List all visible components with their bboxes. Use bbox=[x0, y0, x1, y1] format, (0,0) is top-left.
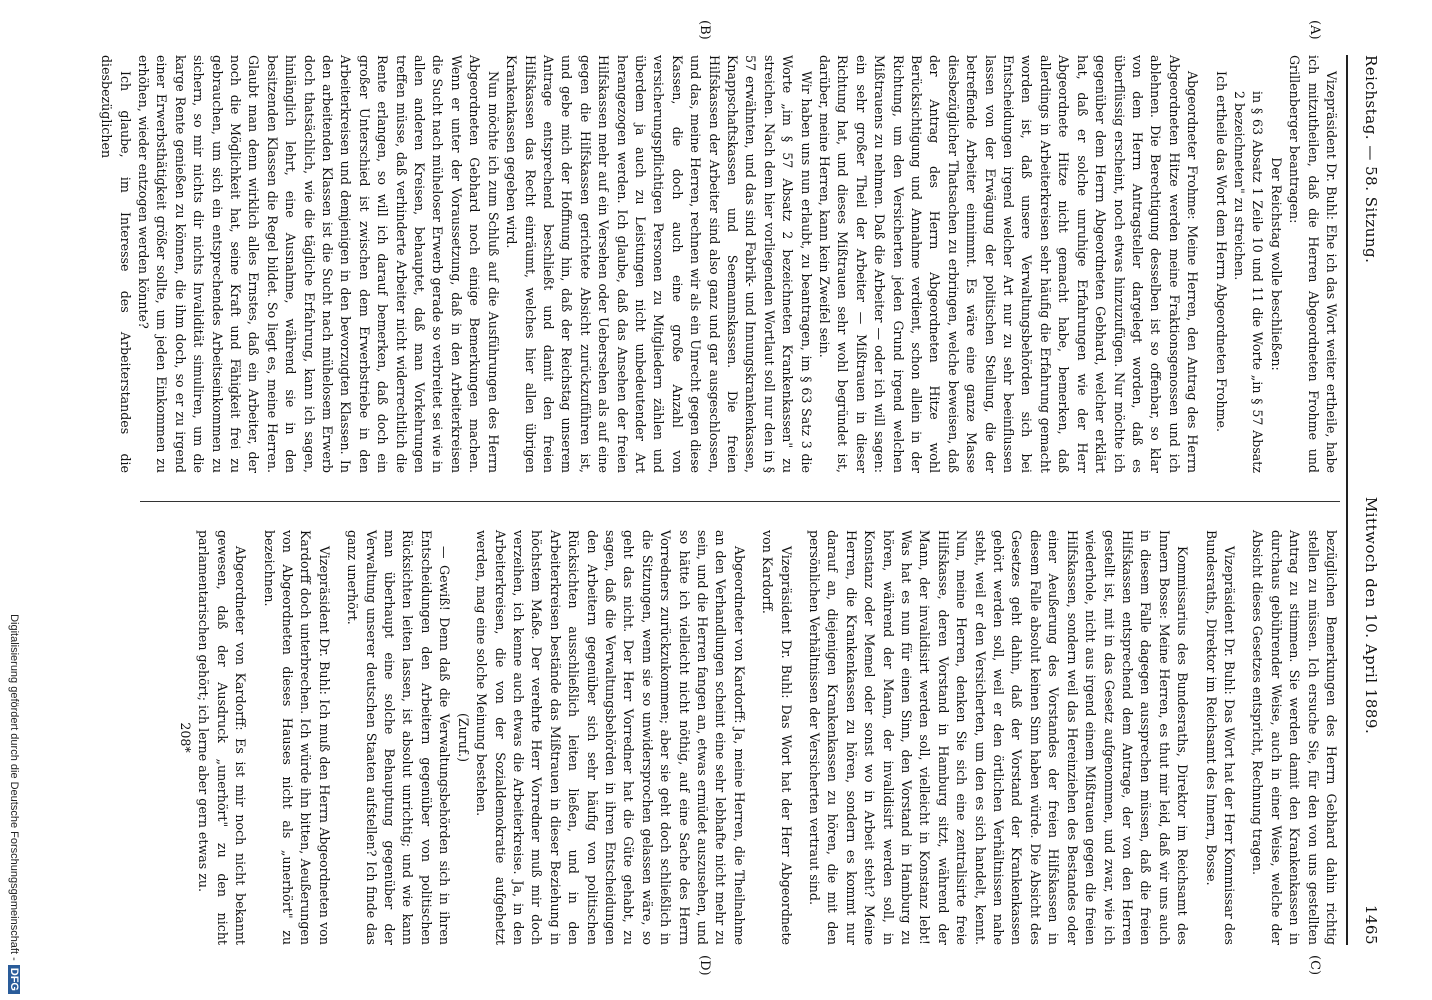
page-number: 1465 bbox=[1362, 904, 1380, 945]
margin-marker-b: (B) bbox=[697, 20, 712, 40]
header-left: Reichstag. — 58. Sitzung. bbox=[1362, 55, 1380, 264]
margin-marker-c: (C) bbox=[1307, 955, 1322, 976]
credit-text: Digitalisierung gefördert durch die Deutsche Forschungsgemeinschaft - bbox=[8, 614, 20, 961]
paragraph: Ich glaube, im Interesse des Arbeiterstandes die diesbezüglichen bbox=[99, 55, 133, 473]
speech-kardorff-2: Abgeordneter von Kardorff: Es ist mir noch nicht bekannt gewesen, daß der Ausdruck „unerhört" zu den nicht parlamentarischen gehört; ich lerne aber gern etwas zu. bbox=[196, 530, 249, 945]
running-header bbox=[1350, 55, 1380, 945]
paragraph: Wir haben uns nun erlaubt, zu beantragen, im § 63 Satz 3 die Worte „im § 57 Absatz 2 bezeichneten Krankenkassen" zu streichen. Nach dem hier vorliegenden Wortlaut soll nur den in § 57 erwähnten, und das sind Fabrik- und Innungskrankenkassen, Knappschaftskassen und Seemannskassen. Die freien Hilfskassen der Arbeiter sind also ganz und gar ausgeschlossen, und das, meine Herren, rechnen wir als ein Unrecht gegen diese Kassen, die doch auch eine große Anzahl von versicherungspflichtigen Personen zu Mitgliedern zählen und überdem ja auch zu Leistungen nicht unbedeutender Art herangezogen werden. Ich glaube, daß das Ansehen der freien Hilfskassen mehr auf ein Versehen oder Uebersehen als auf eine gegen die Hilfskassen gerichtete Absicht zurückzuführen ist, und gebe mich der Hoffnung hin, daß der Reichstag unserem Antrage entsprechend beschließt und damit den freien Hilfskassen das Recht einräumt, welches hier allen übrigen Krankenkassen gegeben wird. bbox=[504, 55, 814, 473]
interjection: (Zuruf.) bbox=[455, 712, 471, 763]
motion-intro: Der Reichstag wolle beschließen: bbox=[1268, 157, 1284, 371]
right-column bbox=[176, 530, 1340, 945]
speech-kardorff: Abgeordneter von Kardorff: Ja, meine Herren, die Theilnahme an den Verhandlungen scheint eine sehr lebhafte nicht mehr zu sein, und die Herren fangen an, etwas ermüdet auszusehen, und so hätte ich vielleicht nicht nöthig, auf eine Sache des Herrn Vorredners zurückzukommen; aber sie geht doch schließlich in die Sitzungen, wenn sie so unwidersprochen gelassen wäre, so geht das nicht. Der Herr Vorredner hat die Güte gehabt, zu sagen, daß die Verwaltungsbehörden in ihren Entscheidungen den Arbeitern gegenüber sich sehr häufig von politischen Rücksichten ausschließlich leiten ließen, und in den Arbeiterkreisen bestände das Mißtrauen in dieser Beziehung in höchstem Maße. Der verehrte Herr Vorredner muß mir doch verzeihen, ich kenne auch etwas die Arbeiterkreise. Ja, in den Arbeiterkreisen, die von der Sozialdemokratie aufgehetzt werden, mag eine solche Meinung bestehen. bbox=[474, 530, 747, 945]
signature-mark: 208* bbox=[178, 722, 194, 753]
paragraph: — Gewiß! Denn daß die Verwaltungsbehörden sich in ihren Entscheidungen den Arbeitern gegenüber von politischen Rücksichten leiten lassen, ist absolut unrichtig; und wie kann man überhaupt eine solche Behauptung gegenüber der Verwaltung unserer deutschen Staaten aufstellen? Ich finde das ganz unerhört. bbox=[345, 530, 453, 945]
column-divider bbox=[140, 501, 1340, 502]
speaker-note: Vizepräsident Dr. Buhl: Das Wort hat der Herr Kommissar des Bundesraths, Direktor im Reichsamt des Innern, Bosse. bbox=[1203, 530, 1237, 945]
header-rule bbox=[1346, 55, 1348, 945]
margin-marker-d: (D) bbox=[697, 955, 712, 976]
speaker-note: Vizepräsident Dr. Buhl: Das Wort hat der Herr Abgeordnete von Kardorff. bbox=[760, 530, 794, 945]
motion-text: in § 63 Absatz 1 Zeile 10 und 11 die Worte „in § 57 Absatz 2 bezeichneten" zu streichen. bbox=[1231, 91, 1266, 473]
paragraph: bezüglichen Bemerkungen des Herrn Gebhard dahin richtig stellen zu müssen. Ich ersuche Sie, für den von uns gestellten Antrag zu stimmen. Sie werden damit den Krankenkassen in durchaus gebührender Weise, auch in einer Weise, welche der Absicht dieses Gesetzes entspricht, Rechnung tragen. bbox=[1250, 530, 1339, 945]
speech-frohme: Abgeordneter Frohme: Meine Herren, den Antrag des Herrn Abgeordneten Hitze werden meine Fraktionsgenossen und ich ablehnen. Die Berechtigung desselben ist so offenbar, so klar von dem Herrn Antragsteller dargelegt worden, daß es überflüssig erscheint, noch etwas hinzuzufügen. Nur möchte ich gegenüber dem Herrn Abgeordneten Gebhard, welcher erklärt hat, daß er solche unruhige Erfahrungen wie der Herr Abgeordnete Hitze nicht gemacht habe, bemerken, daß allerdings in Arbeiterkreisen sehr häufig die Erfahrung gemacht worden ist, daß unsere Verwaltungsbehörden sich bei Entscheidungen irgend welcher Art nur zu sehr beeinflussen lassen von der Erwägung der politischen Stellung, die der betreffende Arbeiter einnimmt. Es wäre eine ganze Masse diesbezüglicher Thatsachen zu erbringen, welche beweisen, daß der Antrag des Herrn Abgeordneten Hitze wohl Berücksichtigung und Annahme verdient, schon allein in der Richtung, um den Versicherten jeden Grund irgend welchen Mißtrauens zu nehmen. Daß die Arbeiter — oder ich will sagen: ein sehr großer Theil der Arbeiter — Mißtrauen in dieser Richtung hat, und dieses Mißtrauen sehr wohl begründet ist, darüber, meine Herren, kann kein Zweifel sein. bbox=[817, 55, 1201, 473]
margin-marker-a: (A) bbox=[1307, 20, 1322, 40]
speech-bosse: Kommissarius des Bundesraths, Direktor im Reichsamt des Innern Bosse: Meine Herren, es thut mir leid, daß wir uns auch in diesem Falle dagegen aussprechen müssen, daß die freien Hilfskassen entsprechend dem Antrage, der von den Herren gestellt ist, mit in das Gesetz aufgenommen, und zwar, wie ich wiederhole, nicht aus irgend einem Mißtrauen gegen die freien Hilfskassen, sondern weil das Hereinziehen des Bestandes oder einer Aeußerung des Vorstandes der freien Hilfskassen in diesem Falle absolut keinen Sinn haben würde. Die Absicht des Gesetzes geht dahin, daß der Vorstand der Krankenkassen gehört werden soll, weil er den örtlichen Verhältnissen nahe steht, weil er den Versicherten, um den es sich handelt, kennt. Nun, meine Herren, denken Sie sich eine zentralisirte freie Hilfskasse, deren Vorstand in Hamburg sitzt, während der Mann, der invalidisirt werden soll, vielleicht in Konstanz lebt! Was hat es nun für einen Sinn, den Vorstand in Hamburg zu hören, während der Mann, der invalidisirt werden soll, in Konstanz oder Memel oder sonst wo in Arbeit steht? Meine Herren, die Krankenkassen zu hören, sondern es kommt nur darauf an, diejenigen Krankenkassen zu hören, die mit den persönlichen Verhältnissen der Versicherten vertraut sind. bbox=[807, 530, 1191, 945]
header-date: Mittwoch den 10. April 1889. bbox=[1362, 496, 1380, 735]
paragraph: Ich ertheile das Wort dem Herrn Abgeordneten Frohme. bbox=[1213, 71, 1229, 432]
paragraph: Nun möchte ich zum Schluß auf die Ausführungen des Herrn Abgeordneten Gebhard noch einige Bemerkungen machen. Wenn er unter der Voraussetzung, daß in den Arbeiterkreisen die Sucht nach müheloser Erwerb gerade so verbreitet sei wie in allen anderen Kreisen, behauptet, daß man Vorkehrungen treffen müsse, daß verhinderte Arbeiter nicht widerrechtlich die Rente erlangen, so will ich darauf bemerken, daß doch ein großer Unterschied ist zwischen dem Erwerbstriebe in den Arbeiterkreisen und demjenigen in den bevorzugten Klassen. In den arbeitenden Klassen ist die Sucht nach mühelosem Erwerb doch thatsächlich, wie die tägliche Erfahrung, kann ich sagen, hinlänglich lehrt, eine Ausnahme, während sie in den besitzenden Klassen die Regel bildet. So liegt es, meine Herren. Glaubt man denn wirklich alles Ernstes, daß ein Arbeiter, der noch die Möglichkeit hat, seine Kraft und Fähigkeit frei zu gebrauchen, um sich ein entsprechendes Arbeitseinkommen zu sichern, so mir nichts dir nichts Invalidität simuliren, um die karge Rente genießen zu können, die ihm doch, so er zu irgend einer Erwerbsthätigkeit größer sollte, um jeden Einkommen zu erhöhen, wieder entzogen werden könnte? bbox=[136, 55, 501, 473]
dfg-logo: DFG bbox=[8, 965, 20, 994]
speaker-note: Vizepräsident Dr. Buhl: Ich muß den Herrn Abgeordneten von Kardorff doch unterbrechen. Ich würde ihn bitten, Aeußerungen von Abgeordneten dieses Hauses nicht als „unerhört" zu bezeichnen. bbox=[261, 530, 332, 945]
paragraph: Vizepräsident Dr. Buhl: Ehe ich das Wort weiter ertheile, habe ich mitzutheilen, daß die Herren Abgeordneten Frohme und Grillenberger beantragen: bbox=[1287, 55, 1339, 473]
digitization-credit bbox=[0, 0, 20, 1000]
left-column bbox=[97, 55, 1340, 473]
